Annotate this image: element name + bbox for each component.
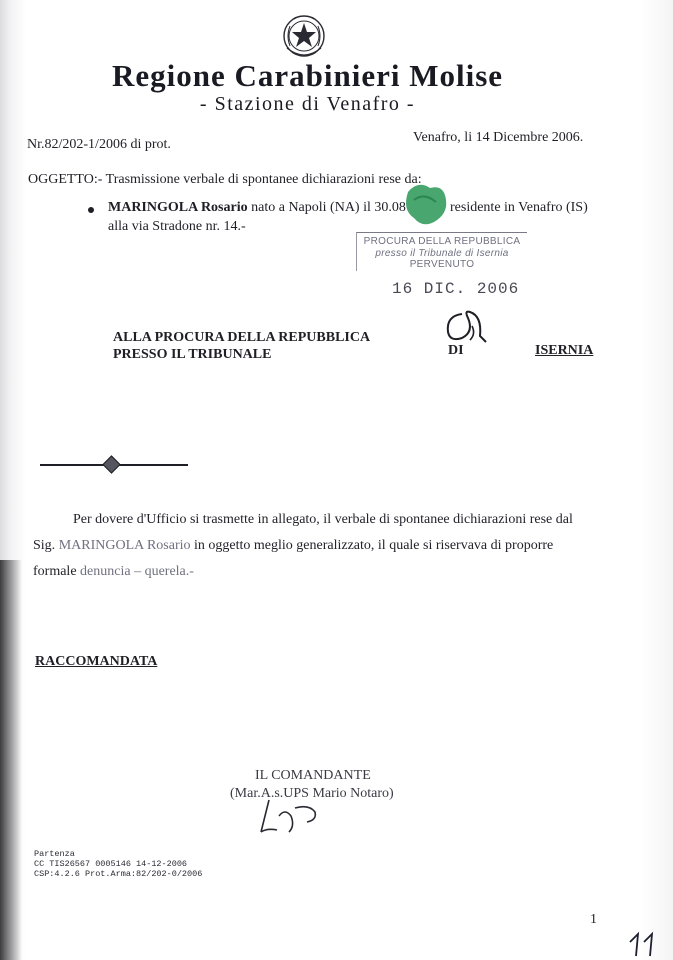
place-date: Venafro, li 14 Dicembre 2006. (413, 130, 584, 145)
person-address: alla via Stradone nr. 14.- (108, 219, 246, 234)
bullet-dot (88, 207, 94, 213)
green-ink-blot (400, 178, 450, 228)
stamp-line-2: presso il Tribunale di Isernia (375, 248, 509, 259)
header-subtitle: - Stazione di Venafro - (199, 93, 416, 115)
body-formale: formale (33, 564, 77, 579)
body-line-1: Per dovere d'Ufficio si trasmette in allegato, il verbale di spontanee dichiarazioni rese dal (73, 512, 573, 527)
initial-signature-mark (440, 306, 492, 348)
subject-person (108, 200, 406, 216)
stamp-line-3: PERVENUTO (409, 259, 475, 270)
recipient-city: ISERNIA (535, 343, 594, 358)
stamp-date: 16 DIC. 2006 (392, 280, 520, 298)
footer-line-1: Partenza (34, 849, 75, 859)
handwritten-signature (255, 798, 325, 838)
raccomandata-label: RACCOMANDATA (35, 654, 158, 669)
scan-shadow (0, 560, 22, 960)
person-name: MARINGOLA Rosario (108, 200, 248, 215)
recipient-line-2: PRESSO IL TRIBUNALE (113, 347, 272, 362)
handwritten-page-number (626, 930, 670, 958)
signature-name: (Mar.A.s.UPS Mario Notaro) (230, 786, 394, 801)
body-denuncia: denuncia – querela.- (80, 564, 194, 579)
body-person-name: MARINGOLA Rosario (58, 538, 191, 553)
signature-role: IL COMANDANTE (255, 768, 371, 783)
body-line-3 (33, 564, 194, 580)
protocol-number: Nr.82/202-1/2006 di prot. (27, 137, 171, 152)
stamp-line-1: PROCURA DELLA REPUBBLICA (363, 236, 521, 247)
person-birth: nato a Napoli (NA) il 30.08 (251, 200, 406, 215)
footer-line-2: CC TIS26567 0005146 14-12-2006 (34, 859, 188, 869)
body-line-2 (33, 538, 553, 554)
divider-diamond-icon (102, 455, 120, 473)
italian-emblem-icon (281, 12, 327, 62)
header-title: Regione Carabinieri Molise (111, 58, 504, 93)
body-sig: Sig. (33, 538, 56, 553)
received-stamp (356, 232, 527, 271)
recipient-line-1: ALLA PROCURA DELLA REPUBBLICA (113, 330, 371, 345)
subject-line: OGGETTO:- Trasmissione verbale di spontanee dichiarazioni rese da: (28, 172, 422, 187)
page-number: 1 (590, 912, 597, 927)
recipient-di: DI (448, 343, 464, 358)
body-line-2-rest: in oggetto meglio generalizzato, il quale si riservava di proporre (194, 538, 554, 553)
person-residence: residente in Venafro (IS) (450, 200, 588, 215)
footer-line-3: CSP:4.2.6 Prot.Arma:82/202-0/2006 (34, 869, 203, 879)
